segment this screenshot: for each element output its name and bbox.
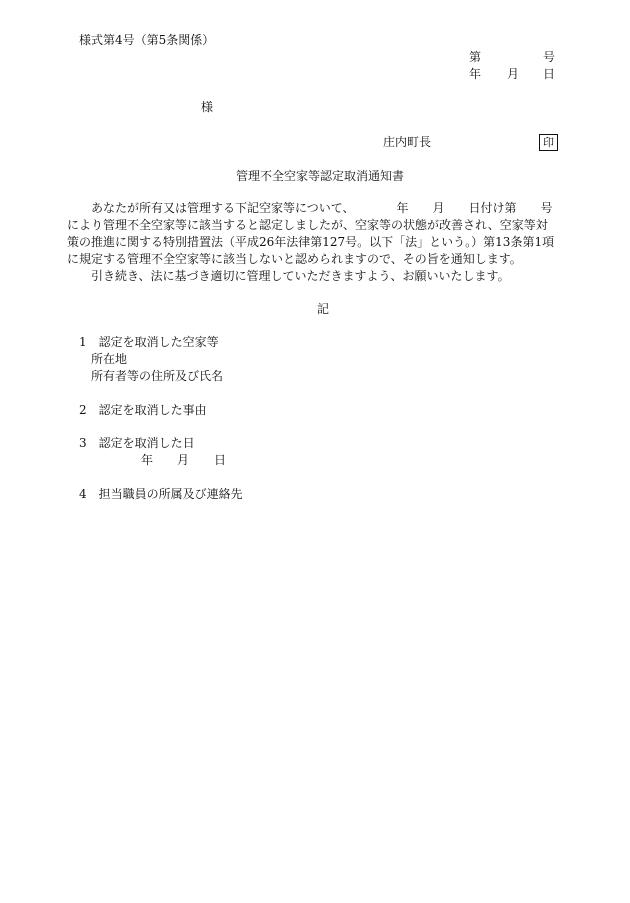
seal-mark: 印 [539, 134, 558, 151]
item-1-owner: 所有者等の住所及び氏名 [91, 369, 224, 383]
document-title: 管理不全空家等認定取消通知書 [236, 169, 405, 183]
paragraph-line: により管理不全空家等に該当すると認定しましたが、空家等の状態が改善され、空家等対 [67, 218, 548, 232]
item-2-heading: 2 認定を取消した事由 [79, 403, 207, 417]
item-3-heading: 3 認定を取消した日 [79, 436, 195, 450]
item-4-heading: 4 担当職員の所属及び連絡先 [79, 487, 243, 501]
item-3-day: 日 [214, 453, 227, 467]
item-3-month: 月 [177, 453, 190, 467]
doc-number-prefix: 第 [469, 50, 482, 64]
paragraph-line: に規定する管理不全空家等に該当しないと認められますので、その旨を通知します。 [67, 252, 522, 266]
ki-heading: 記 [317, 302, 330, 316]
paragraph-line: あなたが所有又は管理する下記空家等について、 年 月 日付け第 号 [91, 201, 553, 215]
issuer-name: 庄内町長 [383, 135, 432, 149]
item-1-location: 所在地 [91, 352, 128, 366]
item-3-year: 年 [141, 453, 154, 467]
form-label: 様式第4号（第5条関係） [79, 33, 215, 47]
addressee-suffix: 様 [201, 100, 214, 114]
date-day: 日 [543, 67, 556, 81]
doc-number-suffix: 号 [543, 50, 556, 64]
item-1-heading: 1 認定を取消した空家等 [79, 335, 219, 349]
date-year: 年 [469, 67, 482, 81]
notice-paragraph-1 [67, 200, 569, 268]
date-month: 月 [507, 67, 520, 81]
notice-paragraph-2: 引き続き、法に基づき適切に管理していただきますよう、お願いいたします。 [91, 269, 510, 283]
paragraph-line: 策の推進に関する特別措置法（平成26年法律第127号。以下「法」という。）第13条第1項 [67, 235, 555, 249]
notice-body [67, 200, 569, 285]
